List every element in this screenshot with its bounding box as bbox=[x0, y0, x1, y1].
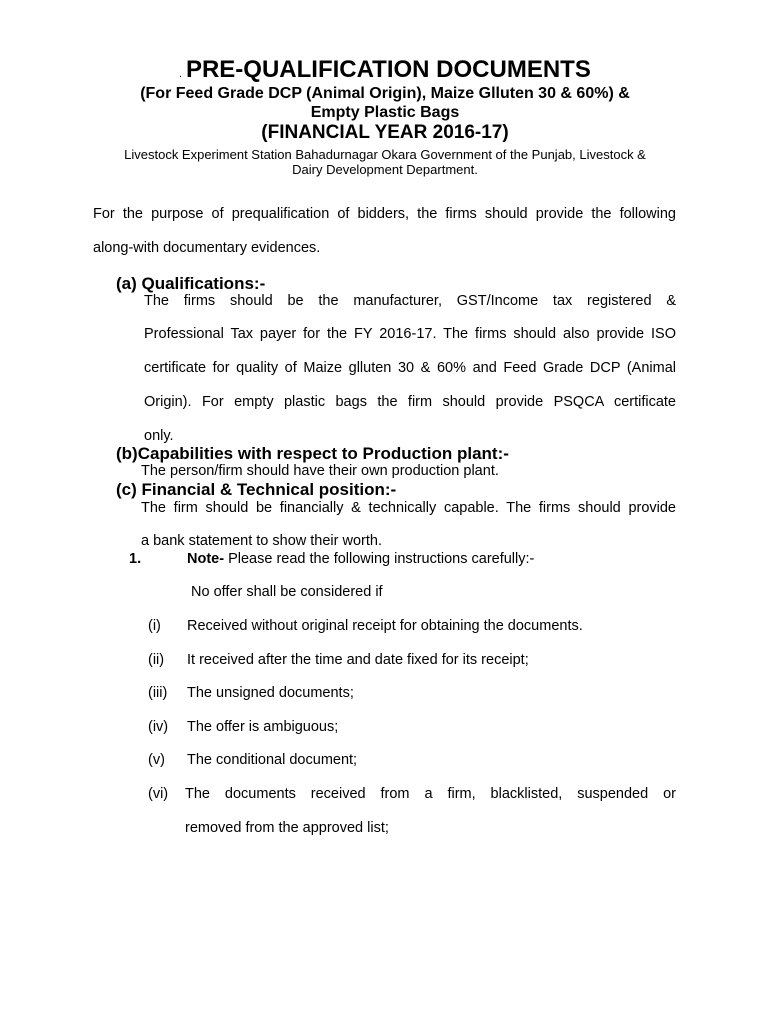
subtitle-line-1: (For Feed Grade DCP (Animal Origin), Maize Glluten 30 & 60%) & bbox=[140, 85, 630, 102]
instruction-text: The conditional document; bbox=[187, 752, 358, 768]
section-a-line: only. bbox=[144, 428, 174, 444]
intro-line-2: along-with documentary evidences. bbox=[93, 240, 321, 256]
title-text: PRE-QUALIFICATION DOCUMENTS bbox=[185, 56, 591, 83]
financial-year: (FINANCIAL YEAR 2016-17) bbox=[261, 122, 509, 143]
instruction-text: The documents received from a firm, blacklisted, suspended or bbox=[185, 786, 676, 802]
note-label: Note- bbox=[187, 551, 225, 567]
title-dot: . bbox=[179, 69, 182, 80]
section-a-line: The firms should be the manufacturer, GST/Income tax registered & bbox=[144, 293, 676, 309]
instruction-number: (iii) bbox=[148, 685, 168, 701]
instruction-text: Received without original receipt for obtaining the documents. bbox=[187, 618, 583, 634]
note-text: Please read the following instructions carefully:- bbox=[224, 551, 535, 567]
organization-line-2: Dairy Development Department. bbox=[292, 162, 478, 177]
instruction-text: The unsigned documents; bbox=[187, 685, 354, 701]
section-b-line: The person/firm should have their own production plant. bbox=[141, 463, 499, 479]
subtitle-line-2: Empty Plastic Bags bbox=[310, 104, 460, 121]
section-a-heading: (a) Qualifications:- bbox=[116, 274, 266, 293]
section-a-line: Origin). For empty plastic bags the firm should provide PSQCA certificate bbox=[144, 394, 676, 410]
instruction-number: (vi) bbox=[148, 786, 169, 802]
instruction-text: The offer is ambiguous; bbox=[187, 719, 339, 735]
instruction-number: (iv) bbox=[148, 719, 169, 735]
page-title bbox=[0, 56, 770, 84]
instruction-number: (v) bbox=[148, 752, 165, 768]
note-lead: No offer shall be considered if bbox=[191, 584, 383, 600]
section-b-heading: (b)Capabilities with respect to Production plant:- bbox=[116, 444, 509, 463]
instruction-text: It received after the time and date fixed for its receipt; bbox=[187, 652, 529, 668]
note-line bbox=[187, 551, 534, 567]
section-c-heading: (c) Financial & Technical position:- bbox=[116, 480, 397, 499]
section-c-line-1: The firm should be financially & technically capable. The firms should provide bbox=[141, 500, 676, 516]
section-c-line-2: a bank statement to show their worth. bbox=[141, 533, 382, 549]
intro-line-1: For the purpose of prequalification of bidders, the firms should provide the following bbox=[93, 206, 676, 222]
organization-line-1: Livestock Experiment Station Bahadurnagar Okara Government of the Punjab, Livestock & bbox=[124, 147, 646, 162]
section-a-line: certificate for quality of Maize glluten 30 & 60% and Feed Grade DCP (Animal bbox=[144, 360, 676, 376]
section-a-line: Professional Tax payer for the FY 2016-17. The firms should also provide ISO bbox=[144, 326, 676, 342]
instruction-number: (i) bbox=[148, 618, 161, 634]
instruction-number: (ii) bbox=[148, 652, 165, 668]
instruction-text-continued: removed from the approved list; bbox=[185, 820, 389, 836]
note-number: 1. bbox=[129, 551, 142, 567]
